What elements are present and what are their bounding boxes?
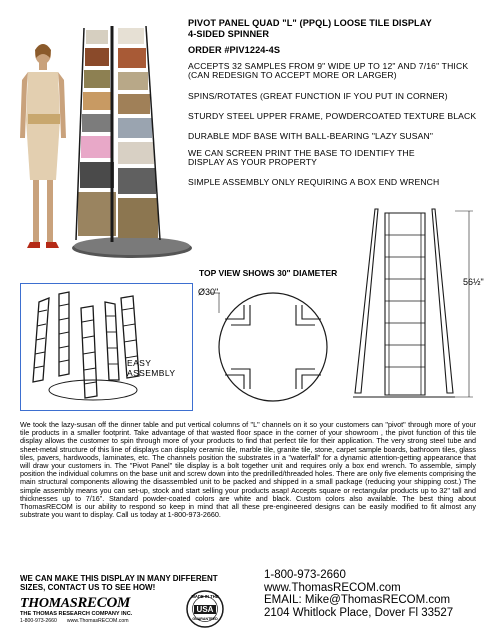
logo-name: THOMAS — [20, 596, 78, 611]
easy-assembly-line-2: ASSEMBLY — [127, 368, 176, 378]
easy-assembly-box — [20, 283, 193, 411]
company-logo — [20, 596, 160, 628]
usa-seal-top: MADE IN THE — [191, 594, 219, 599]
spec-3: STURDY STEEL UPPER FRAME, POWDERCOATED TEXTURE BLACK — [188, 111, 477, 121]
easy-assembly-label — [127, 358, 189, 378]
order-number: ORDER #PIV1224-4S — [188, 45, 281, 55]
top-view-diagram — [200, 283, 340, 403]
title-line-1: PIVOT PANEL QUAD "L" (PPQL) LOOSE TILE DISPLAY — [188, 18, 432, 28]
contact-block — [264, 569, 484, 619]
usa-seal-mid: USA — [196, 605, 214, 614]
title-line-2: 4-SIDED SPINNER — [188, 28, 270, 39]
woman-figure — [20, 44, 66, 248]
logo-contact-row — [20, 618, 160, 625]
contact-address: 2104 Whitlock Place, Dover Fl 33527 — [264, 606, 454, 619]
contact-phone[interactable]: 1-800-973-2660 — [264, 569, 346, 581]
spec-4: DURABLE MDF BASE WITH BALL-BEARING "LAZY SUSAN" — [188, 131, 434, 141]
product-title — [188, 18, 478, 39]
spinner-display — [72, 26, 192, 258]
logo-phone: 1-800-973-2660 — [20, 618, 57, 624]
logo-sub: THE THOMAS RESEARCH COMPANY INC. — [20, 611, 133, 617]
contact-web[interactable]: www.ThomasRECOM.com — [264, 581, 401, 594]
spec-2: SPINS/ROTATES (GREAT FUNCTION IF YOU PUT IN CORNER) — [188, 91, 448, 101]
diameter-label: Ø30" — [198, 287, 219, 297]
spec-5: WE CAN SCREEN PRINT THE BASE TO IDENTIFY THE DISPLAY AS YOUR PROPERTY — [188, 148, 415, 168]
logo-wordmark — [20, 596, 160, 611]
assembly-illustration — [21, 284, 191, 408]
logo-name-bold: RECOM — [77, 595, 131, 611]
product-photo — [14, 20, 194, 260]
product-illustration — [14, 20, 194, 260]
top-view-drawing — [200, 283, 340, 403]
cta-line-1: WE CAN MAKE THIS DISPLAY IN MANY DIFFERENT — [20, 574, 218, 583]
description-paragraph: We took the lazy-susan off the dinner table and put vertical columns of "L" channels on it so your customers can "pivot" through more of your tile products in a smaller footprint. Take advantage of that wasted floor space in the corner of your showroom , the pivot function of this tile display allows the customer to spin through more of your products to find that perfect tile for their application. The very strong steel tube and sheet-metal structure of this line of displays can display ceramic tile, marble tile, granite tile, stone, carpet sample boards, bathroom tiles, glass tiles, pavers, hardwoods, laminates, etc. The channels position the substrates in a "waterfall" for a dynamic attention-getting appearance that will draw your customers in. The "Pivot Panel" tile display is a bolt together unit and requires only a box end wrench. To assemble, simply position the individual columns on the base unit and screw down into the predrilled/threaded holes. There are only five elements comprising the main structural components allowing the disassembled unit to be packed and shipped in a small package (reducing your shipping cost.) The simple assembly means you can set-up, stock and start selling your products asap! Accepts square or rectangular products up to 32" tall and thicknesses up to 7/16". Standard powder-coated colors are white and black. Custom colors also available. The best thing about ThomasRECOM is our ability to respond so keep in mind that all these pre-engineered designs can be easily modified to fit almost any substrate you want to display. Call us today at 1-800-973-2660. — [20, 420, 476, 520]
spec-1: ACCEPTS 32 SAMPLES FROM 9" WIDE UP TO 12" AND 7/16" THICK (CAN REDESIGN TO ACCEPT MORE OR LARGER) — [188, 61, 469, 81]
spec-6: SIMPLE ASSEMBLY ONLY REQUIRING A BOX END WRENCH — [188, 177, 440, 187]
side-elevation-drawing — [345, 205, 485, 410]
height-label: 56½" — [463, 277, 484, 287]
logo-web: www.ThomasRECOM.com — [66, 618, 129, 624]
easy-assembly-line-1: EASY — [127, 358, 152, 368]
contact-email[interactable]: EMAIL: Mike@ThomasRECOM.com — [264, 594, 451, 606]
side-elevation-diagram — [345, 205, 485, 410]
cta-line-2: SIZES, CONTACT US TO SEE HOW! — [20, 583, 156, 592]
made-in-usa-seal — [186, 590, 224, 628]
usa-seal-bottom: GUARANTEED — [192, 617, 218, 621]
top-view-caption: TOP VIEW SHOWS 30" DIAMETER — [199, 268, 338, 278]
